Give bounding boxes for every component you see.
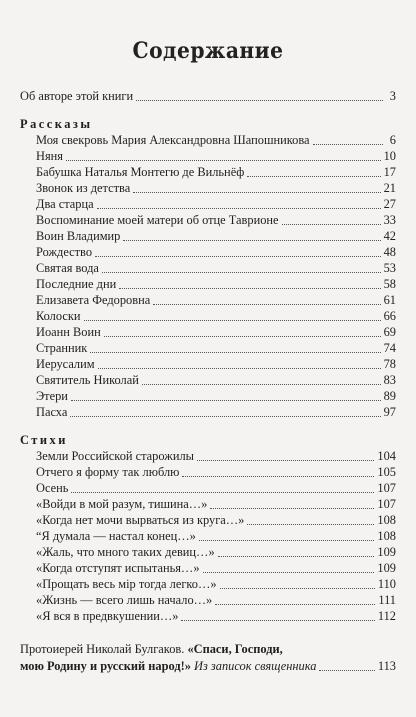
toc-entry-page: 107 [377, 481, 396, 495]
toc-entry-title: Воспоминание моей матери об отце Таврионе [36, 213, 279, 227]
toc-entry[interactable] [20, 180, 396, 196]
leader-dots [71, 480, 374, 493]
leader-dots [136, 88, 383, 101]
toc-entry-title: «Прощать весь мiр тогда легко…» [36, 577, 217, 591]
closing-line-1 [20, 641, 396, 658]
toc-entry-page: 97 [383, 405, 396, 419]
toc-entry-title: Этери [36, 389, 68, 403]
leader-dots [133, 180, 380, 193]
leader-dots [313, 132, 383, 145]
toc-entry-page: 53 [383, 261, 396, 275]
leader-dots [247, 164, 380, 177]
leader-dots [220, 576, 375, 589]
leader-dots [210, 496, 374, 509]
leader-dots [142, 372, 381, 385]
toc-entry-page: 61 [383, 293, 396, 307]
toc-entry[interactable] [20, 388, 396, 404]
toc-entry-title: «Войди в мой разум, тишина…» [36, 497, 208, 511]
toc-entry-page: 3 [389, 89, 396, 103]
leader-dots [90, 340, 380, 353]
toc-entry[interactable] [20, 464, 396, 480]
toc-entry-title: «Когда нет мочи вырваться из круга…» [36, 513, 245, 527]
toc-entry-title: Звонок из детства [36, 181, 131, 195]
toc-entry[interactable] [20, 404, 396, 420]
toc-entry[interactable] [20, 276, 396, 292]
toc-entry[interactable] [20, 448, 396, 464]
toc-entry[interactable] [20, 560, 396, 576]
toc-entry-title: Иерусалим [36, 357, 95, 371]
section-heading-stories: Рассказы [20, 117, 93, 131]
leader-dots [247, 512, 374, 525]
leader-dots [123, 228, 380, 241]
toc-entry[interactable] [20, 212, 396, 228]
closing-line-2 [20, 658, 396, 675]
leader-dots [98, 356, 381, 369]
toc-entry-title: «Жаль, что много таких девиц…» [36, 545, 215, 559]
leader-dots [70, 404, 380, 417]
toc-entry-page: 17 [383, 165, 396, 179]
leader-dots [153, 292, 380, 305]
toc-entry-page: 105 [377, 465, 396, 479]
toc-entry-page: 108 [377, 513, 396, 527]
toc-entry[interactable] [20, 292, 396, 308]
page-title: Содержание [132, 38, 284, 64]
toc-entry[interactable] [20, 356, 396, 372]
toc-entry-title: Два старца [36, 197, 94, 211]
toc-entry-title: Елизавета Федоровна [36, 293, 151, 307]
leader-dots [203, 560, 375, 573]
leader-dots [199, 528, 375, 541]
toc-entry-title: Последние дни [36, 277, 117, 291]
toc-entry-title: Колоски [36, 309, 81, 323]
section-poems-list [20, 448, 396, 624]
leader-dots [182, 464, 374, 477]
toc-entry-page: 42 [383, 229, 396, 243]
toc-entry[interactable] [20, 244, 396, 260]
toc-entry[interactable] [20, 528, 396, 544]
toc-entry-title: Моя свекровь Мария Александровна Шапошникова [36, 133, 310, 147]
toc-entry-title: “Я думала — настал конец…» [36, 529, 196, 543]
section-stories-list [20, 132, 396, 420]
leader-dots [181, 608, 374, 621]
toc-entry[interactable] [20, 544, 396, 560]
toc-entry-page: 107 [377, 497, 396, 511]
toc-entry-title: Няня [36, 149, 63, 163]
toc-entry-title: «Когда отступят испытанья…» [36, 561, 200, 575]
toc-entry[interactable] [20, 228, 396, 244]
toc-entry[interactable] [20, 196, 396, 212]
toc-entry-title: Земли Российской старожилы [36, 449, 194, 463]
toc-entry[interactable] [20, 592, 396, 608]
leader-dots [119, 276, 380, 289]
leader-dots [97, 196, 381, 209]
toc-entry-title: Святая вода [36, 261, 99, 275]
leader-dots [102, 260, 381, 273]
toc-entry-page: 109 [377, 561, 396, 575]
toc-entry-title: Святитель Николай [36, 373, 139, 387]
toc-entry-page: 27 [383, 197, 396, 211]
leader-dots [84, 308, 381, 321]
toc-entry-page: 58 [383, 277, 396, 291]
toc-entry[interactable] [20, 308, 396, 324]
toc-entry-intro[interactable] [20, 88, 396, 104]
toc-entry-page: 48 [383, 245, 396, 259]
toc-entry-title: Воин Владимир [36, 229, 121, 243]
toc-entry-page: 108 [377, 529, 396, 543]
toc-entry-page: 111 [378, 593, 396, 607]
toc-entry-page: 69 [383, 325, 396, 339]
toc-entry[interactable] [20, 576, 396, 592]
leader-dots [218, 544, 375, 557]
toc-entry[interactable] [20, 148, 396, 164]
toc-entry-page: 83 [383, 373, 396, 387]
toc-entry-title: Бабушка Наталья Монтегю де Вильнёф [36, 165, 245, 179]
toc-entry[interactable] [20, 608, 396, 624]
toc-entry-page: 21 [383, 181, 396, 195]
leader-dots [319, 658, 374, 671]
toc-entry-title: Об авторе этой книги [20, 89, 134, 103]
toc-entry-page: 89 [383, 389, 396, 403]
toc-entry-title: «Я вся в предвкушении…» [36, 609, 179, 623]
leader-dots [66, 148, 381, 161]
leader-dots [197, 448, 374, 461]
closing-page: 113 [377, 659, 396, 673]
toc-entry-closing[interactable] [20, 641, 396, 675]
closing-title-part-2: мою Родину и русский народ!» [20, 659, 191, 673]
closing-title-part-1: «Спаси, Господи, [187, 642, 283, 656]
toc-entry[interactable] [20, 164, 396, 180]
toc-entry-page: 110 [377, 577, 396, 591]
leader-dots [95, 244, 381, 257]
toc-entry-page: 112 [377, 609, 396, 623]
toc-entry-title: Пасха [36, 405, 68, 419]
toc-entry-page: 104 [377, 449, 396, 463]
toc-entry[interactable] [20, 372, 396, 388]
toc-entry-page: 6 [389, 133, 396, 147]
toc-entry[interactable] [20, 480, 396, 496]
toc-entry-page: 10 [383, 149, 396, 163]
toc-entry[interactable] [20, 132, 396, 148]
toc-entry-title: Отчего я форму так люблю [36, 465, 180, 479]
toc-entry-title: Осень [36, 481, 69, 495]
section-heading-poems: Стихи [20, 433, 68, 447]
toc-entry-page: 66 [383, 309, 396, 323]
leader-dots [71, 388, 381, 401]
leader-dots [282, 212, 381, 225]
toc-entry-title: Рождество [36, 245, 93, 259]
toc-entry-page: 33 [383, 213, 396, 227]
closing-subtitle: Из записок священника [194, 659, 317, 673]
toc-entry[interactable] [20, 340, 396, 356]
leader-dots [215, 592, 375, 605]
toc-entry[interactable] [20, 324, 396, 340]
toc-entry-page: 74 [383, 341, 396, 355]
toc-entry-page: 109 [377, 545, 396, 559]
toc-entry[interactable] [20, 512, 396, 528]
toc-entry[interactable] [20, 496, 396, 512]
toc-entry[interactable] [20, 260, 396, 276]
toc-entry-title: «Жизнь — всего лишь начало…» [36, 593, 213, 607]
leader-dots [104, 324, 381, 337]
toc-entry-page: 78 [383, 357, 396, 371]
closing-author: Протоиерей Николай Булгаков. [20, 642, 185, 656]
toc-entry-title: Странник [36, 341, 88, 355]
toc-entry-title: Иоанн Воин [36, 325, 101, 339]
